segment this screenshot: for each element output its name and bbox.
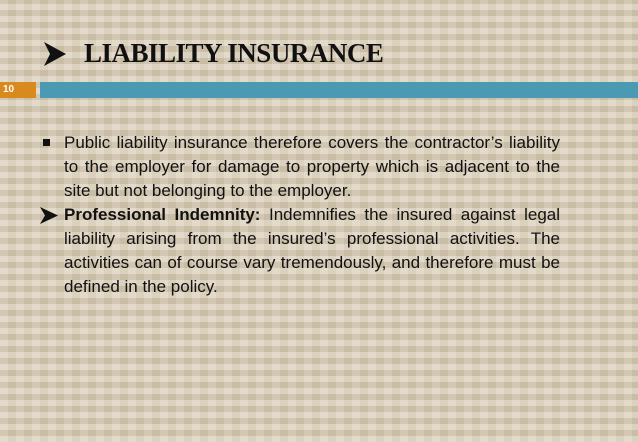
slide-header <box>44 38 383 69</box>
bullet-item-professional-indemnity <box>40 203 560 299</box>
accent-bar <box>40 82 638 98</box>
square-bullet-icon <box>40 131 64 155</box>
bullet-text: Professional Indemnity: Indemnifies the insured against legal liability arising from the insured’s professional activities. The activities can of course vary tremendously, and therefore must be defined in the policy. <box>64 205 560 296</box>
bullet-item-public-liability <box>40 131 560 203</box>
slide-title: LIABILITY INSURANCE <box>84 38 384 68</box>
bullet-text: Public liability insurance therefore covers the contractor’s liability to the employer for damage to property which is adjacent to the site but not belonging to the employer. <box>64 133 560 200</box>
slide-number: 10 <box>0 82 36 98</box>
arrow-bullet-icon <box>40 203 64 227</box>
slide-body <box>40 131 560 299</box>
arrow-bullet-icon <box>44 42 66 66</box>
bullet-lead: Professional Indemnity: <box>64 205 261 224</box>
